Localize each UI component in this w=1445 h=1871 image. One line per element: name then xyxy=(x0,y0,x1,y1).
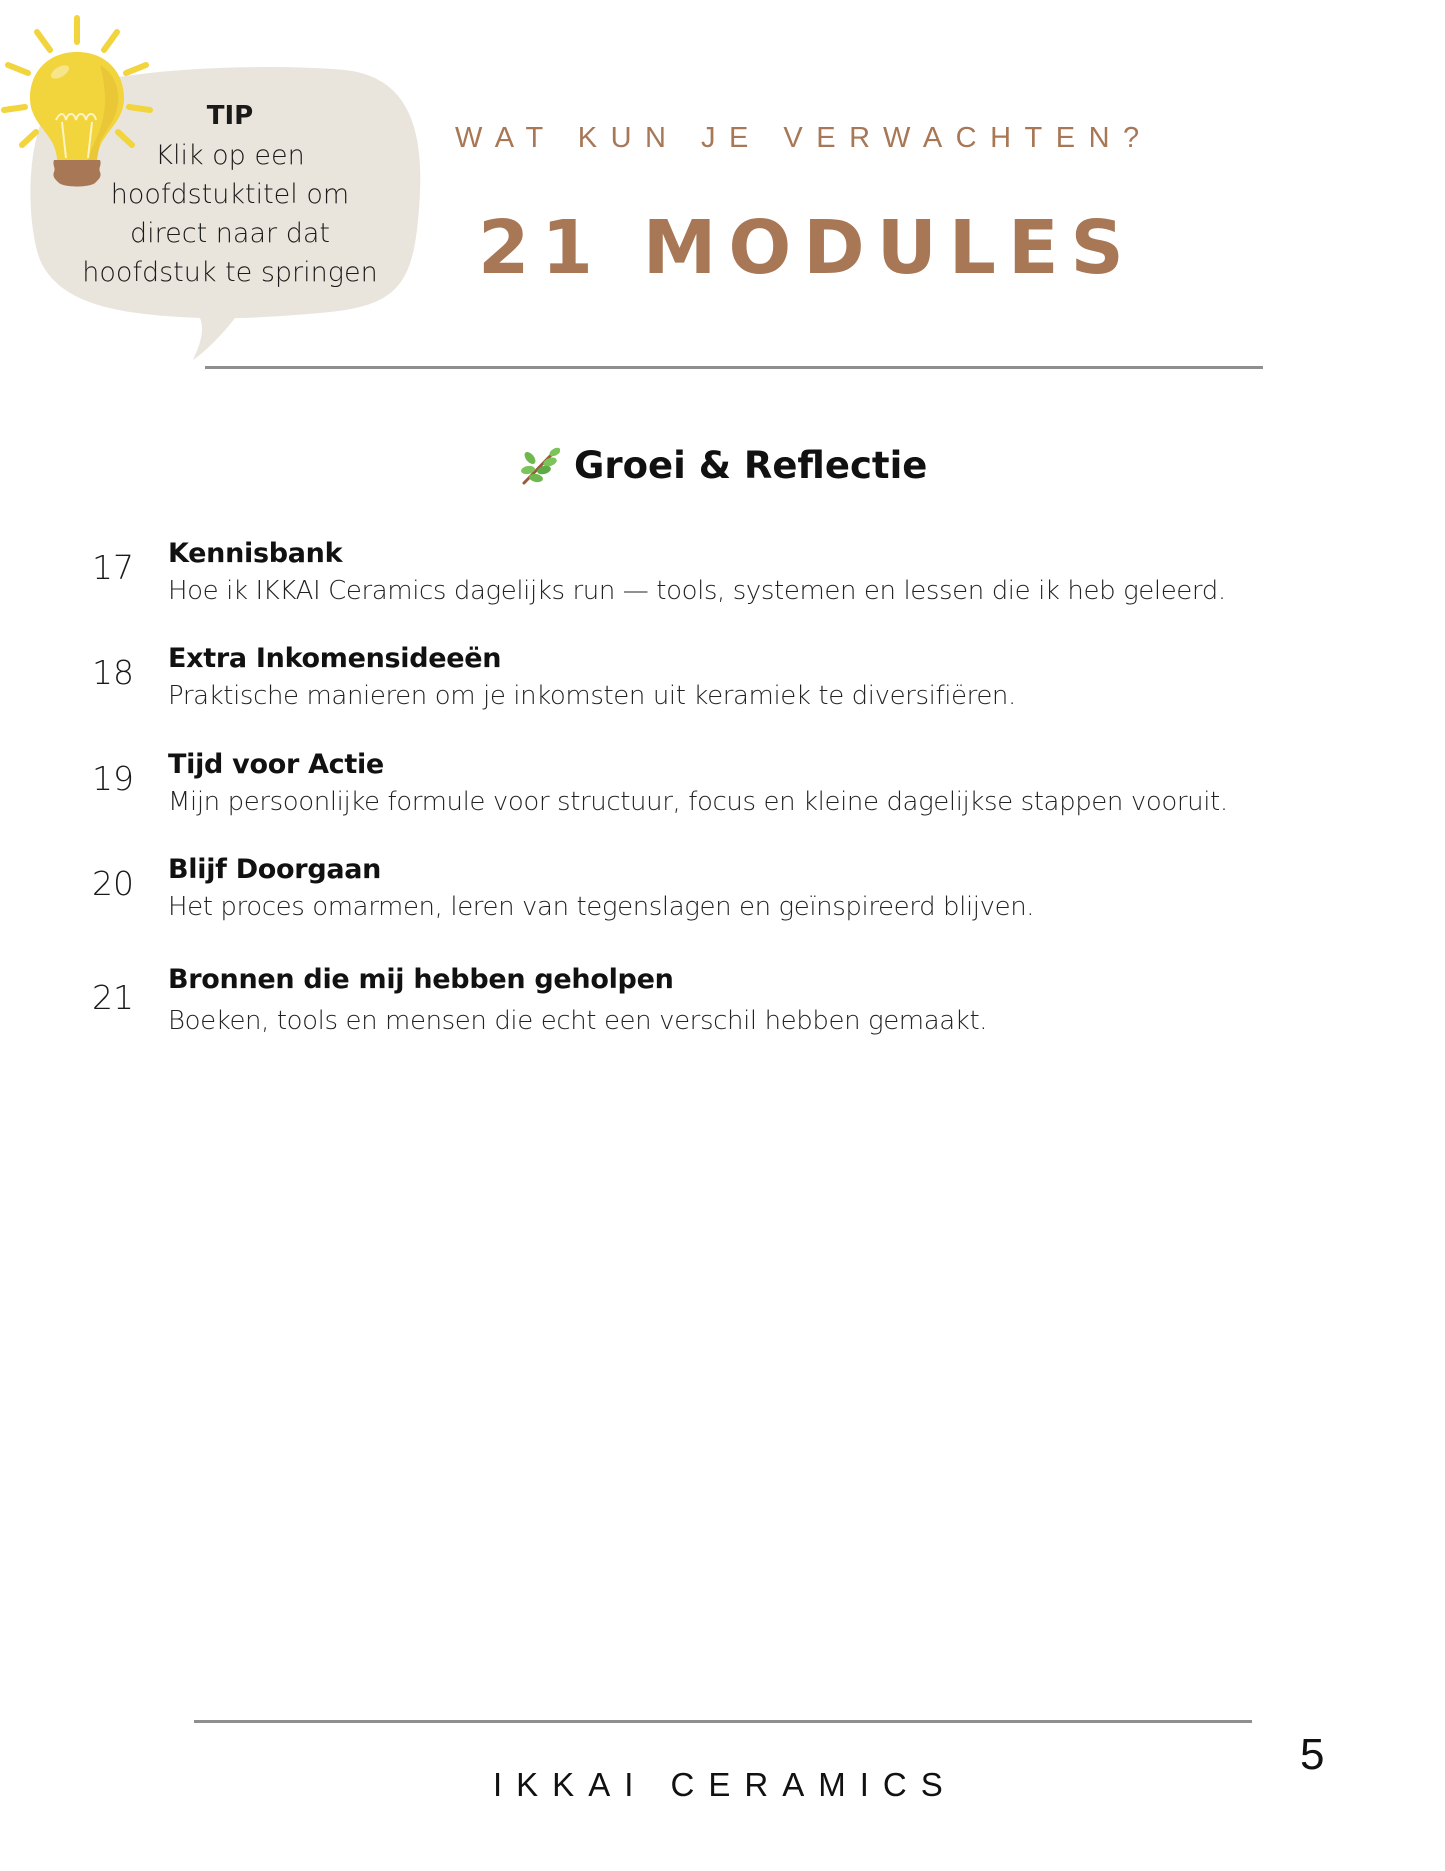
footer-brand: IKKAI CERAMICS xyxy=(493,1766,957,1803)
module-description: Praktische manieren om je inkomsten uit keramiek te diversifiëren. xyxy=(168,681,1016,711)
module-title-link[interactable]: Tijd voor Actie xyxy=(168,749,384,780)
tip-line: hoofdstuktitel om xyxy=(110,179,350,210)
module-number: 20 xyxy=(92,864,134,903)
eyebrow-heading: WAT KUN JE VERWACHTEN? xyxy=(455,122,1153,154)
module-description: Het proces omarmen, leren van tegenslagen en geïnspireerd blijven. xyxy=(168,892,1035,922)
section-heading xyxy=(520,444,927,487)
module-title-link[interactable]: Bronnen die mij hebben geholpen xyxy=(168,964,674,995)
header-divider xyxy=(205,366,1263,369)
page-number: 5 xyxy=(1300,1730,1325,1779)
module-title-link[interactable]: Blijf Doorgaan xyxy=(168,854,382,885)
module-number: 17 xyxy=(92,548,134,587)
footer-divider xyxy=(194,1720,1252,1723)
module-number: 21 xyxy=(92,978,134,1017)
section-title: Groei & Reflectie xyxy=(574,444,928,487)
module-title-link[interactable]: Extra Inkomensideeën xyxy=(168,643,502,674)
page-title: 21 MODULES xyxy=(478,205,1136,291)
branch-leaf-icon xyxy=(520,446,560,486)
module-number: 19 xyxy=(92,759,134,798)
module-description: Hoe ik IKKAI Ceramics dagelijks run — tools, systemen en lessen die ik heb geleerd. xyxy=(168,576,1226,606)
module-number: 18 xyxy=(92,653,134,692)
tip-title: TIP xyxy=(206,101,254,131)
tip-line: Klik op een xyxy=(155,140,305,171)
module-title-link[interactable]: Kennisbank xyxy=(168,538,343,569)
tip-text xyxy=(80,97,380,292)
module-description: Boeken, tools en mensen die echt een verschil hebben gemaakt. xyxy=(168,1006,988,1036)
tip-line: direct naar dat xyxy=(130,218,330,249)
module-description: Mijn persoonlijke formule voor structuur, focus en kleine dagelijkse stappen vooruit. xyxy=(168,787,1228,817)
tip-line: hoofdstuk te springen xyxy=(82,257,378,288)
